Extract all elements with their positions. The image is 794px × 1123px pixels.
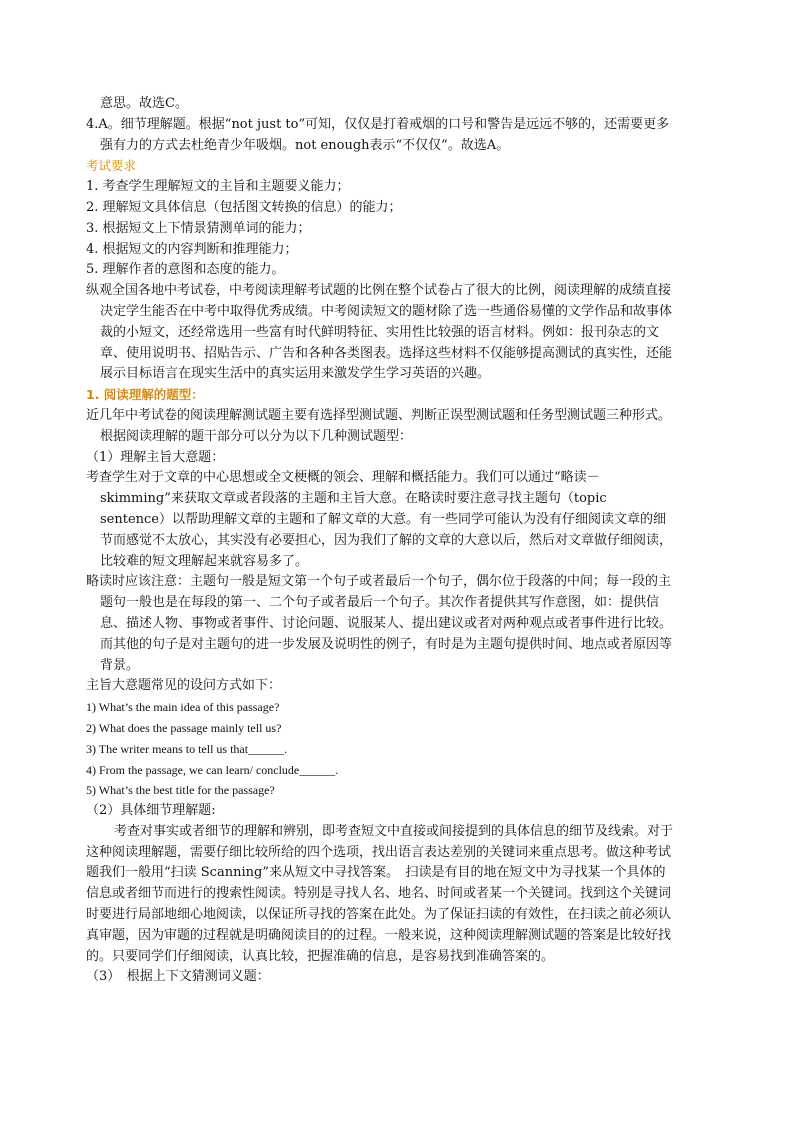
main-idea-question-5: 5) What’s the best title for the passage? xyxy=(86,783,275,798)
main-idea-question-1: 1) What’s the main idea of this passage? xyxy=(86,700,280,715)
question-types-paragraph: 近几年中考试卷的阅读理解测试题主要有选择型测试题、判断正误型测试题和任务型测试题三种形式。根据阅读理解的题干部分可以分为以下几种测试题型： xyxy=(86,407,672,444)
main-idea-question-4: 4) From the passage, we can learn/ conclude______. xyxy=(86,762,339,777)
document-content xyxy=(86,94,674,988)
main-idea-title: （1）理解主旨大意题： xyxy=(86,449,225,465)
prev-answer-tail: 意思。故选C。 xyxy=(100,96,188,111)
exam-req-item-2: 2. 理解短文具体信息（包括图文转换的信息）的能力； xyxy=(86,199,402,215)
exam-req-item-3: 3. 根据短文上下情景猜测单词的能力； xyxy=(86,220,311,236)
main-idea-question-2: 2) What does the passage mainly tell us? xyxy=(86,720,282,735)
exam-requirements-heading: 考试要求 xyxy=(86,158,137,174)
main-idea-paragraph-2: 略读时应该注意：主题句一般是短文第一个句子或者最后一个句子，偶尔位于段落的中间；每一段的主题句一般也是在每段的第一、二个句子或者最后一个句子。其次作者提供其写作意图，如：提供信息、描述人物、事物或者事件、讨论问题、说服某人、提出建议或者对两种观点或者事件进行比较。而其他的句子是对主题句的进一步发展及说明性的例子，有时是为主题句提供时间、地点或者原因等背景。 xyxy=(86,574,673,673)
context-guess-title: （3） 根据上下文猜测词义题： xyxy=(86,969,270,985)
detail-title: （2）具体细节理解题: xyxy=(86,803,216,819)
exam-overview-paragraph: 纵观全国各地中考试卷，中考阅读理解考试题的比例在整个试卷占了很大的比例，阅读理解的成绩直接决定学生能否在中考中取得优秀成绩。中考阅读短文的题材除了选一些通俗易懂的文学作品和故事体裁的小短文，还经常选用一些富有时代鲜明特征、实用性比较强的语言材料。例如：报刊杂志的文章、使用说明书、招贴告示、广告和各种各类图表。选择这些材料不仅能够提高测试的真实性，还能展示目标语言在现实生活中的真实运用来激发学生学习英语的兴趣。 xyxy=(86,283,673,382)
main-idea-questions-intro: 主旨大意题常见的设问方式如下： xyxy=(86,678,282,694)
main-idea-paragraph-1: 考查学生对于文章的中心思想或全文梗概的领会、理解和概括能力。我们可以通过“略读－skimming”来获取文章或者段落的主题和主旨大意。在略读时要注意寻找主题句（topic sentence）以帮助理解文章的主题和了解文章的大意。有一些同学可能认为没有仔细阅读文章的细节而感觉不太放心，其实没有必要担心，因为我们了解的文章的大意以后，然后对文章做仔细阅读，比较难的短文理解起来就容易多了。 xyxy=(86,470,673,569)
exam-req-item-5: 5. 理解作者的意图和态度的能力。 xyxy=(86,262,285,278)
answer-item-4: 4.A。细节理解题。根据“not just to”可知，仅仅是打着戒烟的口号和警告是远远不够的，还需要更多强有力的方式去杜绝青少年吸烟。not enough表示“不仅仅”。故选A。 xyxy=(86,116,670,153)
exam-req-item-4: 4. 根据短文的内容判断和推理能力； xyxy=(86,241,298,257)
detail-paragraph: 考查对事实或者细节的理解和辨别，即考查短文中直接或间接提到的具体信息的细节及线索。对于这种阅读理解题，需要仔细比较所给的四个选项，找出语言表达差别的关键词来重点思考。做这种考试题我们一般用“扫读 Scanning”来从短文中寻找答案。 扫读是有目的地在短文中为寻找某一个具体的信息或者细节而进行的搜索性阅读。特别是寻找人名、地名、时间或者某一个关键词。找到这个关键词时要进行局部地细心地阅读，以保证所寻找的答案在此处。为了保证扫读的有效性，在扫读之前必须认真审题，因为审题的过程就是明确阅读目的的过程。一般来说，这种阅读理解测试题的答案是比较好找的。只要同学们仔细阅读，认真比较，把握准确的信息，是容易找到准确答案的。 xyxy=(86,823,674,964)
question-types-heading: 1. 阅读理解的题型： xyxy=(86,387,204,403)
main-idea-question-3: 3) The writer means to tell us that______. xyxy=(86,741,288,756)
exam-req-item-1: 1. 考查学生理解短文的主旨和主题要义能力； xyxy=(86,179,350,195)
